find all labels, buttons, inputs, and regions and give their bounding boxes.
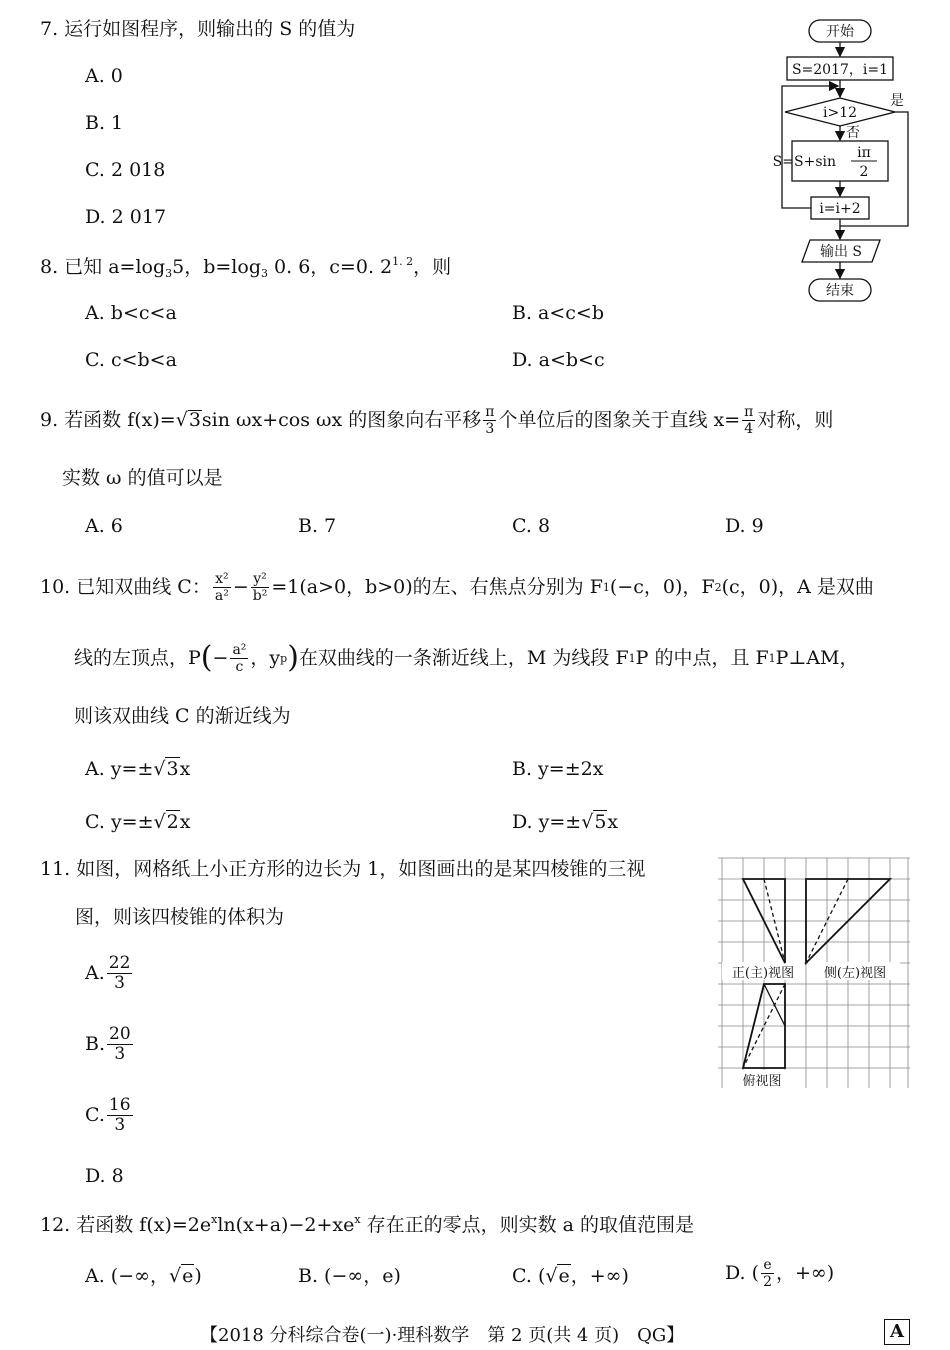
flow-yes-label: 是 — [890, 93, 904, 109]
version-badge: A — [884, 1319, 910, 1345]
q9-stem: 9. 若函数 f(x)=√ 3 sin ωx+cos ωx 的图象向右平移 $\frac{\pi}{3}$ 个单位后的图象关于直线 x= $\frac{\pi}{4}$ 对称，则 — [40, 403, 834, 437]
q7-option-b: B. 1 — [85, 112, 124, 134]
q9-stem-cont: 实数 ω 的值可以是 — [62, 467, 223, 489]
q11-option-a: A. $\frac{22}{3}$ — [85, 953, 131, 993]
q12-option-d: D. ( $\frac{e}{2}$ ，+∞) — [725, 1257, 835, 1290]
q7-option-c: C. 2 018 — [85, 159, 166, 181]
q8-option-a: A. b<c<a — [85, 302, 177, 324]
flow-no-label: 否 — [846, 125, 860, 141]
q11-option-d: D. 8 — [85, 1165, 124, 1187]
q11-option-c: C. $\frac{16}{3}$ — [85, 1095, 131, 1135]
q9-frac-axis: $\frac{\pi}{4}$ — [744, 403, 754, 437]
front-view-label: 正(主)视图 — [731, 966, 795, 981]
q10-option-c: C. y=±√2x — [85, 811, 191, 833]
flow-update-i-label: i=i+2 — [819, 201, 861, 217]
q8-option-d: D. a<b<c — [512, 349, 605, 371]
q11-stem-cont: 图，则该四棱锥的体积为 — [75, 906, 285, 928]
q8-option-b: B. a<c<b — [512, 302, 605, 324]
flow-output-label: 输出 S — [819, 244, 863, 260]
q10-stem-line3: 则该双曲线 C 的渐近线为 — [74, 705, 291, 727]
q9-option-c: C. 8 — [512, 515, 551, 537]
q7-stem: 7. 运行如图程序，则输出的 S 的值为 — [40, 18, 356, 40]
q10-option-b: B. y=±2x — [512, 758, 604, 780]
flow-update-s-label: S=S+sin — [772, 154, 836, 170]
q9-option-d: D. 9 — [725, 515, 764, 537]
q8-stem: 8. 已知 $a=\log_35$，$b=\log_3$ 0. 6，c=0. $2^{1. 2}$，则 — [40, 255, 452, 280]
q10-stem-line1: 10. 已知双曲线 C： $\frac{\text{x²}}{\text{a²}}$ − $\frac{\text{y²}}{\text{b²}}$ =1(a>0，b>0)的左、右焦点分别为 F 1 (−c，0)，F 2 (c，0)，A 是双曲 — [40, 570, 874, 604]
q10-option-d: D. y=±√5x — [512, 811, 619, 833]
q7-option-a: A. 0 — [85, 65, 123, 87]
q12-option-c: C. (√e，+∞) — [512, 1265, 629, 1287]
side-view-label: 侧(左)视图 — [823, 966, 887, 981]
flow-condition-label: i>12 — [822, 105, 858, 121]
q9-frac-shift: $\frac{\pi}{3}$ — [485, 403, 495, 437]
q11-three-view-diagram — [718, 855, 913, 1095]
flow-start-label: 开始 — [826, 24, 854, 40]
page-footer: 【2018 分科综合卷(一)·理科数学 第 2 页(共 4 页) QG】 — [200, 1325, 685, 1346]
q9-option-b: B. 7 — [298, 515, 337, 537]
q10-stem-line2: 线的左顶点，P ( − $\frac{\text{a²}}{c}$ ，y p ) 在双曲线的一条渐近线上，M 为线段 F 1 P 的中点，且 F 1 P⊥AM， — [74, 640, 859, 675]
q8-option-c: C. c<b<a — [85, 349, 177, 371]
q9-option-a: A. 6 — [85, 515, 123, 537]
flow-update-s-num: iπ — [857, 145, 871, 161]
q12-option-a: A. (−∞，√e) — [85, 1265, 202, 1287]
flow-update-s-den: 2 — [859, 164, 869, 180]
q7-flowchart — [770, 12, 920, 312]
q12-stem: 12. 若函数 $f(x)=2e^x\ln(x+a)-2+xe^x$ 存在正的零点，则实数 a 的取值范围是 — [40, 1213, 695, 1236]
q11-stem: 11. 如图，网格纸上小正方形的边长为 1，如图画出的是某四棱锥的三视 — [40, 858, 646, 880]
q7-option-d: D. 2 017 — [85, 206, 167, 228]
q10-option-a: A. y=±√3x — [85, 758, 191, 780]
top-view-label: 俯视图 — [742, 1074, 782, 1089]
flow-end-label: 结束 — [826, 283, 854, 299]
q11-option-b: B. $\frac{20}{3}$ — [85, 1024, 131, 1064]
q12-option-b: B. (−∞，e) — [298, 1265, 401, 1287]
flow-init-label: S=2017，i=1 — [791, 62, 889, 78]
